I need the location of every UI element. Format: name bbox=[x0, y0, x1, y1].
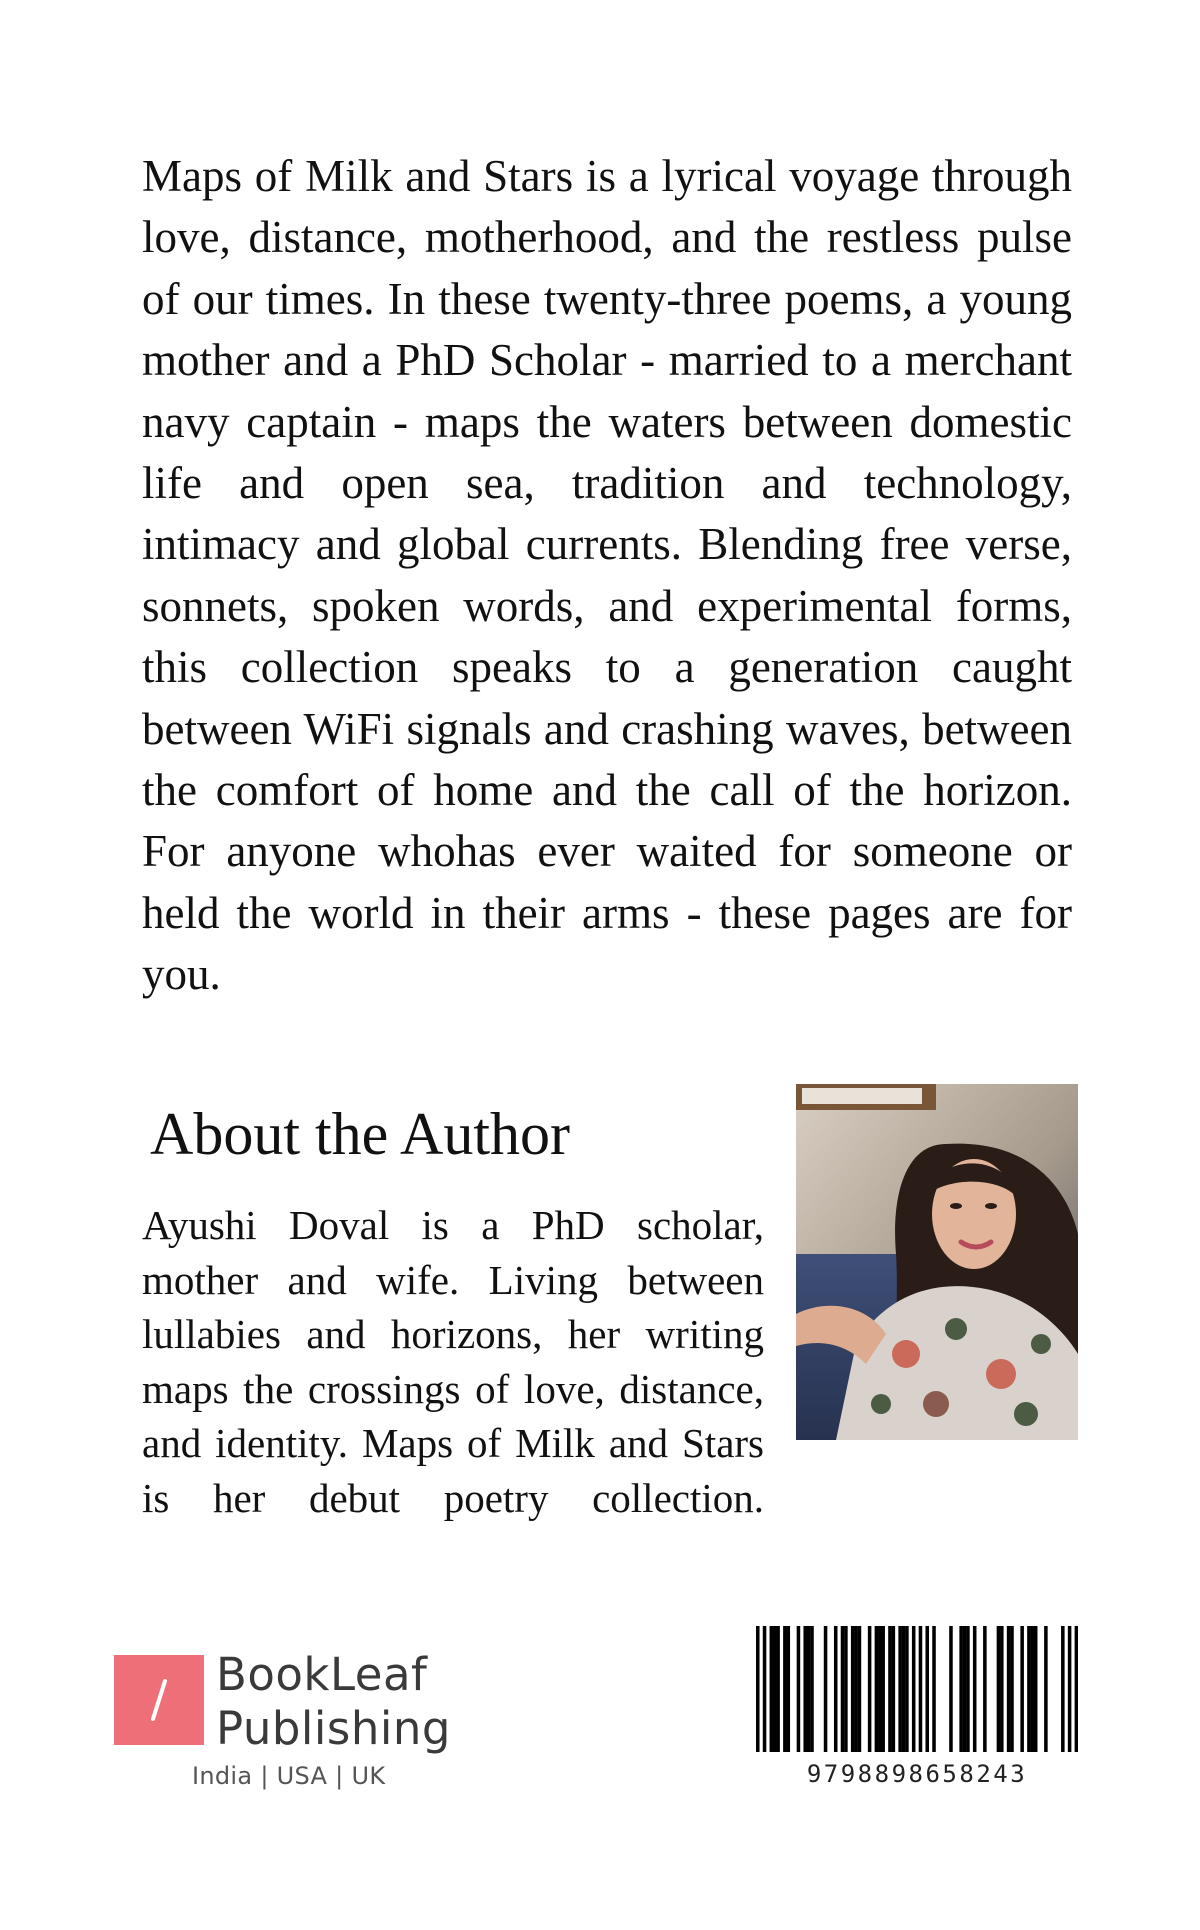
barcode-bar bbox=[1007, 1626, 1011, 1752]
barcode-bar bbox=[834, 1626, 838, 1752]
publisher-name-line2: Publishing bbox=[216, 1702, 451, 1755]
barcode-bar bbox=[881, 1626, 885, 1752]
barcode-bar bbox=[868, 1626, 872, 1752]
barcode-bar bbox=[773, 1626, 777, 1752]
barcode-bar bbox=[875, 1626, 879, 1752]
barcode-bar bbox=[1027, 1626, 1031, 1752]
barcode-bar bbox=[783, 1626, 787, 1752]
barcode-bar bbox=[997, 1626, 1001, 1752]
barcode-bar bbox=[844, 1626, 848, 1752]
barcode-bar bbox=[973, 1626, 977, 1752]
barcode-bar bbox=[787, 1626, 791, 1752]
barcode-bar bbox=[912, 1626, 916, 1752]
barcode-bar bbox=[878, 1626, 882, 1752]
barcode-bar bbox=[905, 1626, 909, 1752]
barcode-bar bbox=[959, 1626, 963, 1752]
barcode-bar bbox=[807, 1626, 811, 1752]
barcode-bar bbox=[1068, 1626, 1072, 1752]
author-photo bbox=[796, 1084, 1078, 1440]
barcode-bar bbox=[803, 1626, 807, 1752]
back-cover-blurb: Maps of Milk and Stars is a lyrical voyage through love, distance, motherhood, and the restless pulse of our times. In these twenty-three poems, a young mother and a PhD Scholar - married to a merchant navy captain - maps the waters between domestic life and open sea, tradition and technology, intimacy and global currents. Blending free verse, sonnets, spoken words, and experimental forms, this collection speaks to a generation caught between WiFi signals and crashing waves, between the comfort of home and the call of the horizon. For anyone whohas ever waited for someone or held the world in their arms - these pages are for you. bbox=[142, 151, 1072, 1000]
publisher-name bbox=[216, 1648, 451, 1756]
barcode-bar bbox=[797, 1626, 801, 1752]
barcode-bar bbox=[824, 1626, 828, 1752]
barcode-bar bbox=[932, 1626, 936, 1752]
about-author-text: Ayushi Doval is a PhD scholar, mother and wife. Living between lullabies and horizons, her writing maps the crossings of love, distance, and identity. Maps of Milk and Stars is her debut poetry collection. bbox=[142, 1202, 764, 1521]
barcode-bar bbox=[892, 1626, 896, 1752]
barcode-bar bbox=[858, 1626, 862, 1752]
isbn-number: 9798898658243 bbox=[806, 1760, 1028, 1788]
barcode-bar bbox=[925, 1626, 929, 1752]
barcode-bar bbox=[902, 1626, 906, 1752]
barcode-bar bbox=[888, 1626, 892, 1752]
barcode-bar bbox=[919, 1626, 923, 1752]
barcode-bar bbox=[776, 1626, 780, 1752]
publisher-mark-icon bbox=[114, 1655, 204, 1745]
barcode-bar bbox=[966, 1626, 970, 1752]
publisher-regions: India | USA | UK bbox=[192, 1762, 386, 1790]
barcode-bar bbox=[1020, 1626, 1024, 1752]
barcode-bar bbox=[810, 1626, 814, 1752]
barcode-bar bbox=[983, 1626, 987, 1752]
publisher-logo bbox=[114, 1648, 474, 1798]
barcode-bar bbox=[1010, 1626, 1014, 1752]
barcode-bar bbox=[763, 1626, 767, 1752]
barcode-bar bbox=[851, 1626, 855, 1752]
barcode-bar bbox=[841, 1626, 845, 1752]
barcode-bar bbox=[1075, 1626, 1078, 1752]
barcode-bar bbox=[898, 1626, 902, 1752]
barcode-bar bbox=[756, 1626, 760, 1752]
barcode-bar bbox=[854, 1626, 858, 1752]
barcode-bar bbox=[963, 1626, 967, 1752]
barcode-bar bbox=[1044, 1626, 1048, 1752]
barcode-bar bbox=[1034, 1626, 1038, 1752]
publisher-name-line1: BookLeaf bbox=[216, 1648, 428, 1701]
barcode-bar bbox=[1061, 1626, 1065, 1752]
about-author-heading: About the Author bbox=[150, 1101, 570, 1167]
barcode-bar bbox=[949, 1626, 953, 1752]
barcode-bar bbox=[770, 1626, 774, 1752]
barcode-bar bbox=[1000, 1626, 1004, 1752]
barcode-bar bbox=[1031, 1626, 1035, 1752]
